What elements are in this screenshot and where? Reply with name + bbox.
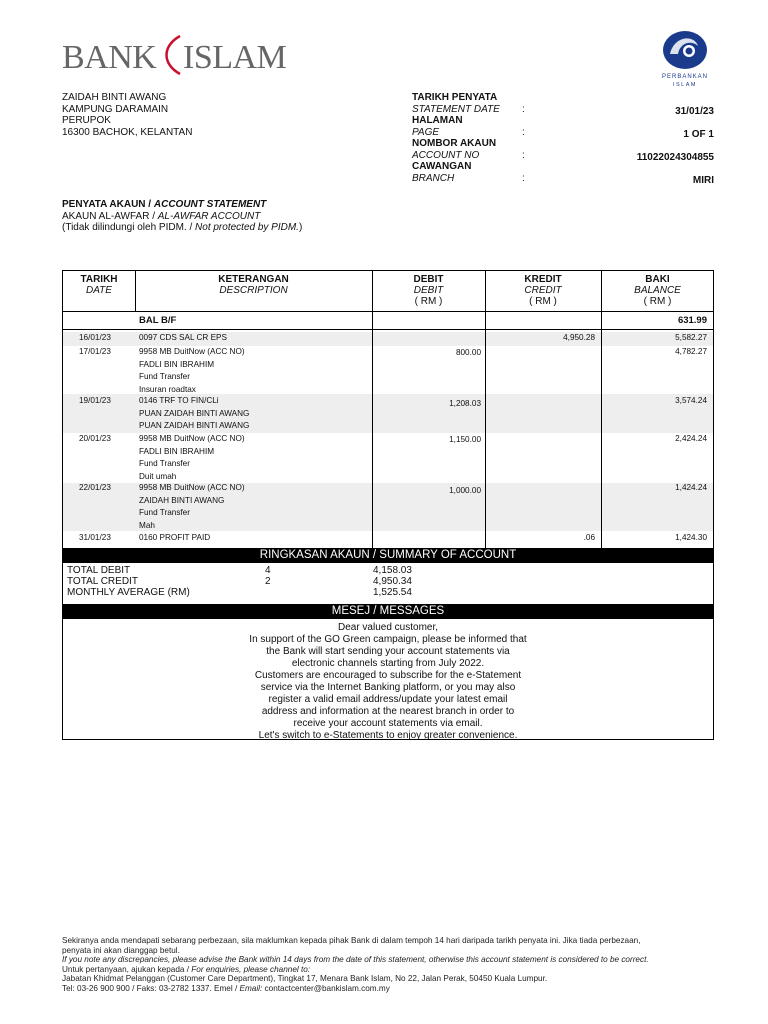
colon: : (522, 172, 525, 184)
header-balance: BAKI BALANCE ( RM ) (634, 274, 681, 307)
seal-text-1: PERBANKAN (661, 74, 709, 80)
row-desc: Fund Transfer (139, 372, 190, 381)
logo-arc (167, 36, 181, 74)
branch-value: MIRI (692, 174, 714, 186)
row-balance: 2,424.24 (675, 434, 707, 443)
total-credit-label: TOTAL CREDIT (67, 576, 138, 587)
row-desc: Duit umah (139, 471, 177, 481)
perbankan-islam-seal-icon (656, 28, 714, 90)
logo-text-islam: ISLAM (183, 39, 287, 76)
footer-line: Jabatan Khidmat Pelanggan (Customer Care Department), Tingkat 17, Menara Bank Islam, No 22, Jalan Perak, 50450 Kuala Lumpur. (62, 974, 548, 984)
message-line: address and information at the nearest branch in order to (261, 706, 515, 717)
transaction-table (62, 270, 714, 740)
total-debit-label: TOTAL DEBIT (67, 565, 131, 576)
header-debit: DEBIT DEBIT ( RM ) (413, 274, 444, 307)
footer-line: Sekiranya anda mendapati sebarang perbezaan, sila maklumkan kepada pihak Bank di dalam tempoh 14 hari daripada tarikh penyata ini. Jika tiada perbezaan, (62, 936, 641, 945)
total-credit-count: 2 (265, 576, 271, 587)
message-line: the Bank will start sending your account statements via (266, 646, 510, 657)
row-desc: 9958 MB DuitNow (ACC NO) (139, 347, 245, 356)
summary-bar: RINGKASAN AKAUN / SUMMARY OF ACCOUNT (63, 548, 713, 563)
monthly-average-label: MONTHLY AVERAGE (RM) (67, 587, 190, 598)
total-credit-amount: 4,950.34 (373, 576, 412, 587)
row-desc: PUAN ZAIDAH BINTI AWANG (139, 408, 250, 418)
pidm-note (62, 222, 302, 234)
pidm-note-en: Not protected by PIDM. (195, 222, 299, 233)
row-date: 17/01/23 (79, 347, 111, 356)
statement-title (62, 199, 302, 211)
address-line: KAMPUNG DARAMAIN (62, 103, 169, 115)
row-desc: Mah (139, 520, 155, 530)
account-type-ms: AKAUN AL-AWFAR / (62, 210, 158, 222)
row-debit: 1,208.03 (449, 399, 481, 408)
seal-text-2: ISLAM (672, 82, 698, 88)
statement-title-en: ACCOUNT STATEMENT (153, 199, 267, 210)
account-no-label-en: ACCOUNT NO (412, 149, 480, 161)
address-line: 16300 BACHOK, KELANTAN (62, 126, 193, 138)
row-credit: 4,950.28 (563, 333, 595, 342)
footer-line: Tel: 03-26 900 900 / Faks: 03-2782 1337. Emel / Email: contactcenter@bankislam.com.my (62, 983, 390, 993)
header-date: TARIKH DATE (80, 274, 118, 296)
messages-bar: MESEJ / MESSAGES (63, 604, 713, 619)
row-balance: 4,782.27 (675, 347, 707, 356)
colon: : (522, 103, 525, 115)
pidm-note-ms: (Tidak dilindungi oleh PIDM. / (62, 222, 196, 233)
header-credit: KREDIT CREDIT ( RM ) (524, 274, 562, 307)
message-line: In support of the GO Green campaign, please be informed that (249, 634, 527, 645)
branch-label-en: BRANCH (412, 172, 455, 184)
message-line: Customers are encouraged to subscribe for the e-Statement (254, 670, 522, 681)
footer-notice (62, 936, 722, 994)
statement-date-label-ms: TARIKH PENYATA (412, 92, 498, 103)
footer-line: Untuk pertanyaan, ajukan kepada / For enquiries, please channel to: (62, 964, 311, 974)
statement-title-ms: PENYATA AKAUN / (62, 199, 154, 210)
row-date: 22/01/23 (79, 483, 111, 492)
row-desc: Insuran roadtax (139, 384, 196, 394)
message-line: Dear valued customer, (337, 622, 439, 633)
row-desc: 9958 MB DuitNow (ACC NO) (139, 434, 245, 443)
colon: : (522, 149, 525, 161)
pidm-note-end: ) (298, 222, 303, 233)
logo-text-bank: BANK (62, 39, 157, 76)
row-desc: FADLI BIN IBRAHIM (139, 446, 215, 456)
message-line: register a valid email address/update your latest email (268, 694, 508, 705)
statement-date-label-en: STATEMENT DATE (412, 103, 500, 115)
row-desc: 0160 PROFIT PAID (139, 533, 211, 542)
bf-value: 631.99 (677, 315, 707, 326)
row-desc: 0097 CDS SAL CR EPS (139, 333, 227, 342)
message-line: electronic channels starting from July 2022. (291, 658, 485, 669)
page-value: 1 OF 1 (683, 128, 714, 140)
row-desc: Fund Transfer (139, 459, 190, 468)
statement-date-value: 31/01/23 (675, 105, 714, 117)
page-label-ms: HALAMAN (412, 115, 463, 126)
row-debit: 800.00 (455, 348, 481, 357)
bf-divider (63, 329, 713, 330)
row-date: 20/01/23 (79, 434, 111, 443)
message-line: Let's switch to e-Statements to enjoy greater convenience. (258, 730, 518, 741)
account-no-label-ms: NOMBOR AKAUN (412, 138, 497, 149)
footer-line: If you note any discrepancies, please advise the Bank within 14 days from the date of this statement, otherwise this account statement is considered to be correct. (62, 955, 649, 965)
customer-address (62, 92, 192, 138)
row-balance: 1,424.24 (675, 483, 707, 492)
address-line: PERUPOK (62, 115, 111, 126)
account-type-en: AL-AWFAR ACCOUNT (157, 210, 261, 222)
statement-meta (412, 92, 714, 184)
monthly-average-amount: 1,525.54 (373, 587, 412, 598)
account-type (62, 211, 302, 223)
message-line: service via the Internet Banking platform, or you may also (260, 682, 516, 693)
statement-title-block (62, 199, 302, 234)
footer-line: penyata ini akan dianggap betul. (62, 945, 180, 955)
bank-islam-logo (62, 30, 302, 78)
row-credit: .06 (583, 533, 595, 542)
row-debit: 1,000.00 (449, 486, 481, 495)
bf-label: BAL B/F (139, 315, 177, 326)
row-date: 31/01/23 (79, 533, 111, 542)
row-desc: FADLI BIN IBRAHIM (139, 359, 215, 369)
total-debit-count: 4 (265, 565, 271, 576)
row-balance: 1,424.30 (675, 533, 707, 542)
account-no-value: 11022024304855 (636, 151, 714, 163)
row-date: 19/01/23 (79, 396, 111, 405)
row-debit: 1,150.00 (449, 435, 481, 444)
row-balance: 3,574.24 (675, 396, 707, 405)
row-desc: ZAIDAH BINTI AWANG (139, 495, 225, 505)
row-desc: Fund Transfer (139, 508, 190, 517)
header-description: KETERANGAN DESCRIPTION (218, 274, 289, 296)
total-debit-amount: 4,158.03 (373, 565, 412, 576)
header-divider (63, 311, 713, 312)
row-desc: 9958 MB DuitNow (ACC NO) (139, 483, 245, 492)
branch-label-ms: CAWANGAN (412, 161, 472, 172)
page-label-en: PAGE (412, 126, 440, 138)
message-line: receive your account statements via email. (293, 718, 483, 729)
row-desc: 0146 TRF TO FIN/CLi (139, 396, 219, 405)
colon: : (522, 126, 525, 138)
row-balance: 5,582.27 (675, 333, 707, 342)
row-date: 16/01/23 (79, 333, 111, 342)
address-line: ZAIDAH BINTI AWANG (62, 92, 167, 103)
row-desc: PUAN ZAIDAH BINTI AWANG (139, 421, 250, 430)
